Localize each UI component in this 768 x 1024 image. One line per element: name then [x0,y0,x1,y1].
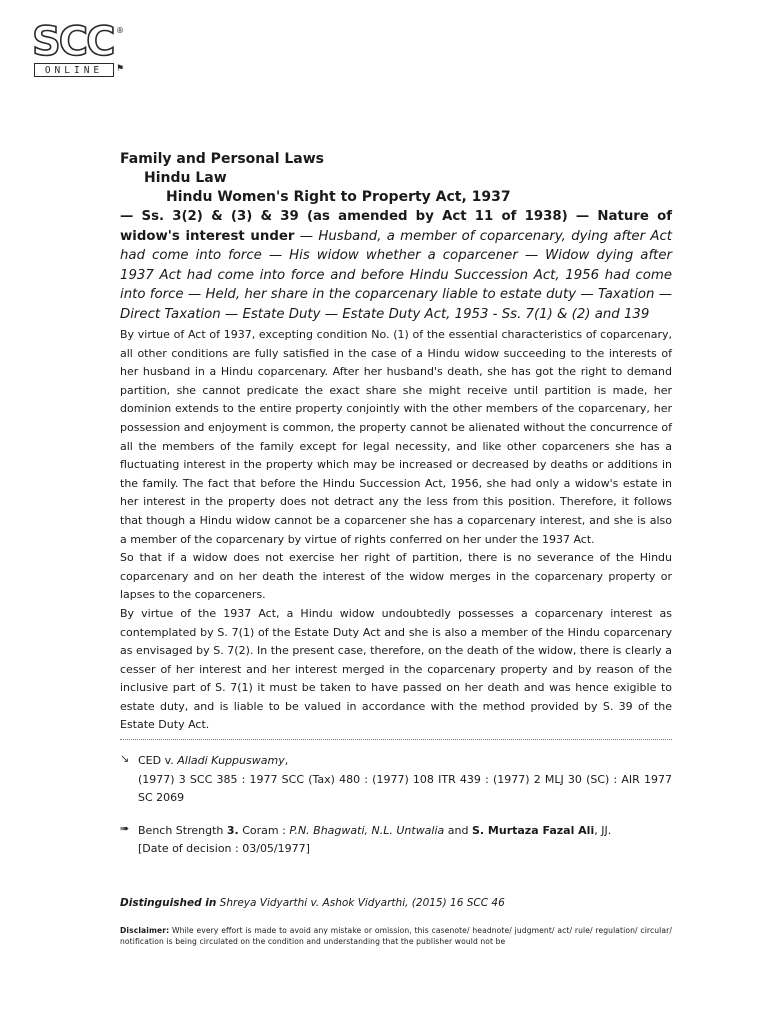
coram-label: Coram : [238,823,290,837]
dotted-separator [120,739,672,740]
judges-suffix: , JJ. [594,823,612,837]
paragraph-1: By virtue of Act of 1937, excepting condition No. (1) of the essential characteristics of coparcenary, all other conditions are fully satisfied in the case of a Hindu widow succeeding to the interests of her husband in a Hindu coparcenary. After her husband's death, she has got the right to demand partition, she cannot predicate the exact share she might receive until partition is made, her dominion extends to the entire property conjointly with the other members of the coparcenary, her possession and enjoyment is common, the property cannot be alienated without the concurrence of all the members of the family except for legal necessity, and like other coparceners she has a fluctuating interest in the property which may be increased or decreased by deaths or additions in the family. The fact that before the Hindu Succession Act, 1956, she had only a widow's estate in her interest in the property does not detract any the less from this position. Therefore, it follows that though a Hindu widow cannot be a coparcener she has a coparcenary interest, and she is also a member of the coparcenary by virtue of rights conferred on her under the 1937 Act. [120,328,672,546]
paragraph-2: So that if a widow does not exercise her right of partition, there is no severance of the Hindu coparcenary and on her death the interest of the widow merges in the coparcenary property or lapses to the coparceners. [120,551,672,602]
case-name [138,752,672,771]
judge-bold: S. Murtaza Fazal Ali [471,823,595,837]
logo-text: SCC [32,19,114,65]
flag-icon: ⚑ [116,64,125,74]
distinguished-in [120,895,672,911]
versus: v. [161,754,178,768]
disclaimer [120,925,672,947]
headnote-bold: — Ss. 3(2) & (3) & 39 (as amended by Act 11 of 1938) — Nature of widow's interest under [120,209,672,244]
bench-strength: 3. [226,823,239,837]
distinguished-label: Distinguished in [120,897,217,910]
headnote [120,207,672,324]
date-close: ] [305,842,310,856]
bench-block [120,822,672,859]
paragraph-3: By virtue of the 1937 Act, a Hindu widow undoubtedly possesses a coparcenary interest as contemplated by S. 7(1) of the Estate Duty Act and she is also a member of the Hindu coparcenary as envisaged by S. 7(2). In the present case, therefore, on the death of the widow, there is clearly a cesser of her interest and her interest merged in the coparcenary property and by reason of the inclusive part of S. 7(1) it must be taken to have passed on her death and was hence exigible to estate duty, and is liable to be valued in accordance with the method provided by S. 39 of the Estate Duty Act. [120,606,672,732]
disclaimer-label: Disclaimer: [120,926,170,936]
heading-level3: Hindu Women's Right to Property Act, 1937 [166,189,511,205]
disclaimer-text: While every effort is made to avoid any mistake or omission, this casenote/ headnote/ judgment/ act/ rule/ regulation/ circular/ notification is being circulated on the condition and understanding that the publisher would not be [120,926,672,947]
arrow-down-right-icon: ↘ [120,752,130,766]
logo-sub: ONLINE [34,63,114,77]
heading-level1: Family and Personal Laws [120,151,325,167]
arrow-right-icon: ➠ [120,821,130,835]
bench-prefix: Bench Strength [138,823,227,837]
citation-refs: (1977) 3 SCC 385 : 1977 SCC (Tax) 480 : (1977) 108 ITR 439 : (1977) 2 MLJ 30 (SC) : AIR 1977 SC 2069 [138,772,672,805]
decision-date: 03/05/1977 [242,842,306,856]
and-text: and [444,823,472,837]
judges-italic: P.N. Bhagwati, N.L. Untwalia [289,823,445,837]
headnote-italic: — Husband, a member of coparcenary, dying after Act had come into force — His widow whether a coparcener — Widow dying after 1937 Act had come into force and before Hindu Succession Act, 1956 had come into force — Held, her share in the coparcenary liable to estate duty — Taxation — Direct Taxation — Estate Duty — Estate Duty Act, 1953 - Ss. 7(1) & (2) and 139 [120,228,673,322]
comma: , [284,754,289,768]
bench-line [138,822,672,841]
date-label: [Date of decision : [138,842,243,856]
decision-date-line [138,840,672,859]
scc-online-logo [32,19,132,82]
casenote-content [120,150,672,947]
party2: Alladi Kuppuswamy [177,754,285,768]
registered-mark: ® [116,26,124,35]
distinguished-text[interactable]: Shreya Vidyarthi v. Ashok Vidyarthi, (2015) 16 SCC 46 [216,897,505,910]
party1: CED [138,754,162,768]
heading-level2: Hindu Law [144,170,227,186]
citation-block [120,752,672,808]
